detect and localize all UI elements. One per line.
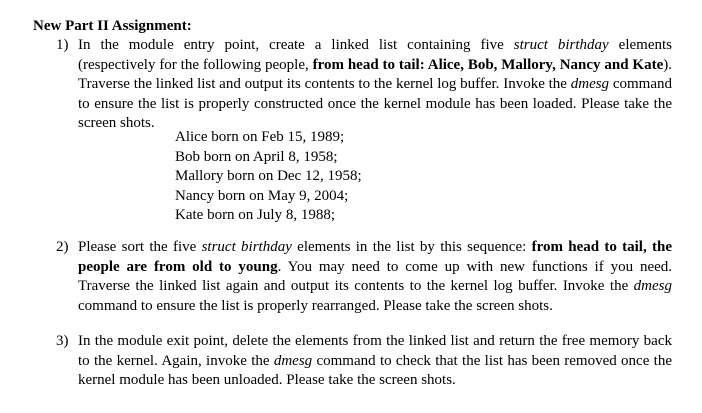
list-item-1 <box>56 36 672 134</box>
list-item-2 <box>56 238 672 316</box>
person-entry: Alice born on Feb 15, 1989; <box>175 129 345 145</box>
item-number: 3) <box>56 333 69 349</box>
list-item-3 <box>56 332 672 391</box>
item-text-italic: dmesg <box>273 352 313 369</box>
item-text: . You may need to come up with new functions if you need. Traverse the linked list again and output its contents to the kernel log buffer. Invoke the <box>78 258 673 294</box>
person-entry: Kate born on July 8, 1988; <box>175 207 335 223</box>
item-text: ). Traverse the linked list and output its contents to the kernel log buffer. Invoke the <box>78 56 672 92</box>
item-number: 2) <box>56 239 69 255</box>
item-text: In the module exit point, delete the elements from the linked list and return the free memory back to the kernel. Again, invoke the <box>78 333 672 369</box>
item-body <box>78 332 672 391</box>
item-text: command to ensure the list is properly rearranged. Please take the screen shots. <box>78 297 553 314</box>
person-entry: Mallory born on Dec 12, 1958; <box>175 168 362 184</box>
person-entry: Bob born on April 8, 1958; <box>175 148 338 165</box>
item-text-bold: from head to tail: Alice, Bob, Mallory, Nancy and Kate <box>312 56 664 73</box>
item-text: elements (respectively for the following people, <box>78 37 672 73</box>
item-text: elements in the list by this sequence: <box>291 239 532 255</box>
item-text-bold: from head to tail, the people are from old to young <box>78 239 672 275</box>
item-text: In the module entry point, create a linked list containing five <box>78 37 514 53</box>
item-text: command to check that the list has been removed once the kernel module has been unloaded. Please take the screen shots. <box>78 352 672 388</box>
people-list <box>175 128 362 226</box>
item-text-italic: struct birthday <box>513 37 609 53</box>
item-text: Please sort the five <box>78 239 202 255</box>
item-body <box>78 238 672 316</box>
item-text-italic: struct birthday <box>201 239 292 255</box>
item-text: command to ensure the list is properly constructed once the kernel module has been loaded. Please take the screen shots. <box>78 76 672 131</box>
item-text-italic: dmesg <box>633 278 672 294</box>
item-text-italic: dmesg <box>570 76 610 92</box>
assignment-heading: New Part II Assignment: <box>33 18 192 34</box>
person-entry: Nancy born on May 9, 2004; <box>175 187 349 204</box>
item-number: 1) <box>56 37 69 53</box>
item-body <box>78 36 672 134</box>
